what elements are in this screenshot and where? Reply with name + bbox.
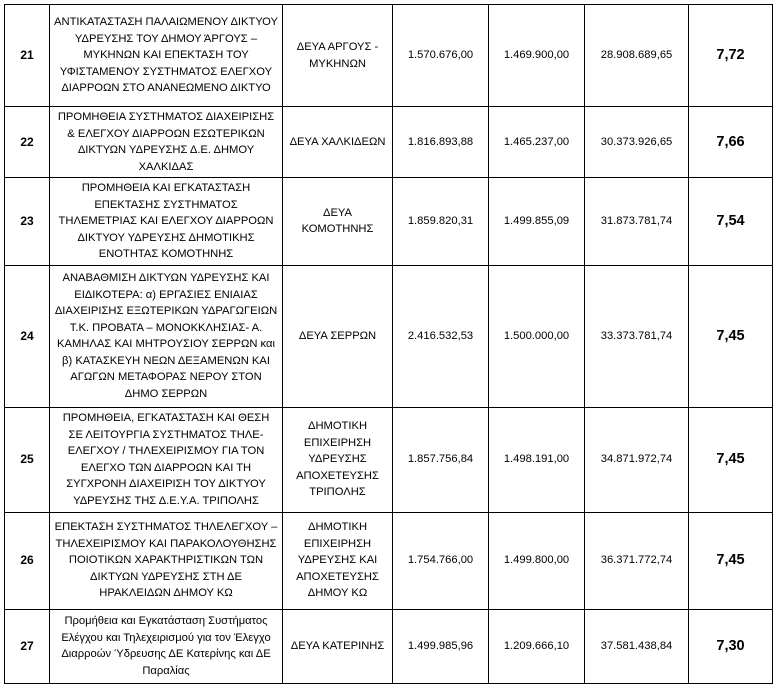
score: 7,54	[689, 178, 773, 266]
table-row	[5, 265, 773, 407]
beneficiary: ΔΕΥΑ ΚΑΤΕΡΙΝΗΣ	[283, 609, 393, 683]
total-budget: 1.859.820,31	[393, 178, 489, 266]
project-title: ΠΡΟΜΗΘΕΙΑ ΣΥΣΤΗΜΑΤΟΣ ΔΙΑΧΕΙΡΙΣΗΣ & ΕΛΕΓΧΟΥ ΔΙΑΡΡΟΩΝ ΕΣΩΤΕΡΙΚΩΝ ΔΙΚΤΥΩΝ ΥΔΡΕΥΣΗΣ Δ.Ε. ΔΗΜΟΥ ΧΑΛΚΙΔΑΣ	[50, 107, 283, 178]
row-number: 25	[5, 407, 50, 512]
project-title: ΑΝΤΙΚΑΤΑΣΤΑΣΗ ΠΑΛΑΙΩΜΕΝΟΥ ΔΙΚΤΥΟΥ ΥΔΡΕΥΣΗΣ ΤΟΥ ΔΗΜΟΥ ΆΡΓΟΥΣ – ΜΥΚΗΝΩΝ ΚΑΙ ΕΠΕΚΤΑΣΗ ΤΟΥ ΥΦΙΣΤΑΜΕΝΟΥ ΣΥΣΤΗΜΑΤΟΣ ΕΛΕΓΧΟΥ ΔΙΑΡΡΟΩΝ ΣΤΟ ΑΝΑΝΕΩΜΕΝΟ ΔΙΚΤΥΟ	[50, 5, 283, 107]
total-budget: 1.857.756,84	[393, 407, 489, 512]
beneficiary: ΔΕΥΑ ΚΟΜΟΤΗΝΗΣ	[283, 178, 393, 266]
score: 7,45	[689, 265, 773, 407]
score: 7,66	[689, 107, 773, 178]
eligible-budget: 1.499.800,00	[489, 512, 585, 609]
eligible-budget: 1.498.191,00	[489, 407, 585, 512]
project-title: ΑΝΑΒΑΘΜΙΣΗ ΔΙΚΤΥΩΝ ΥΔΡΕΥΣΗΣ ΚΑΙ ΕΙΔΙΚΟΤΕΡΑ: α) ΕΡΓΑΣΙΕΣ ΕΝΙΑΙΑΣ ΔΙΑΧΕΙΡΙΣΗΣ ΕΞΩΤΕΡΙΚΩΝ ΥΔΡΑΓΩΓΕΙΩΝ Τ.Κ. ΠΡΟΒΑΤΑ – ΜΟΝΟΚΚΛΗΣΙΑΣ- Α. ΚΑΜΗΛΑΣ ΚΑΙ ΜΗΤΡΟΥΣΙΟΥ ΣΕΡΡΩΝ και β) ΚΑΤΑΣΚΕΥΗ ΝΕΩΝ ΔΕΞΑΜΕΝΩΝ ΚΑΙ ΑΓΩΓΩΝ ΜΕΤΑΦΟΡΑΣ ΝΕΡΟΥ ΣΤΟΝ ΔΗΜΟ ΣΕΡΡΩΝ	[50, 265, 283, 407]
eligible-budget: 1.209.666,10	[489, 609, 585, 683]
total-budget: 1.754.766,00	[393, 512, 489, 609]
table-row	[5, 609, 773, 683]
score: 7,45	[689, 512, 773, 609]
eligible-budget: 1.499.855,09	[489, 178, 585, 266]
table-row	[5, 407, 773, 512]
total-budget: 1.570.676,00	[393, 5, 489, 107]
beneficiary: ΔΕΥΑ ΧΑΛΚΙΔΕΩΝ	[283, 107, 393, 178]
beneficiary: ΔΕΥΑ ΑΡΓΟΥΣ - ΜΥΚΗΝΩΝ	[283, 5, 393, 107]
total-budget: 1.816.893,88	[393, 107, 489, 178]
cumulative-budget: 28.908.689,65	[585, 5, 689, 107]
cumulative-budget: 30.373.926,65	[585, 107, 689, 178]
table-row	[5, 5, 773, 107]
project-title: Προμήθεια και Εγκατάσταση Συστήματος Ελέγχου και Τηλεχειρισμού για τον Έλεγχο Διαρροών Ύδρευσης ΔΕ Κατερίνης και ΔΕ Παραλίας	[50, 609, 283, 683]
project-title: ΠΡΟΜΗΘΕΙΑ ΚΑΙ ΕΓΚΑΤΑΣΤΑΣΗ ΕΠΕΚΤΑΣΗΣ ΣΥΣΤΗΜΑΤΟΣ ΤΗΛΕΜΕΤΡΙΑΣ ΚΑΙ ΕΛΕΓΧΟΥ ΔΙΑΡΡΟΩΝ ΔΙΚΤΥΟΥ ΥΔΡΕΥΣΗΣ ΔΗΜΟΤΙΚΗΣ ΕΝΟΤΗΤΑΣ ΚΟΜΟΤΗΝΗΣ	[50, 178, 283, 266]
table-row	[5, 512, 773, 609]
cumulative-budget: 31.873.781,74	[585, 178, 689, 266]
cumulative-budget: 37.581.438,84	[585, 609, 689, 683]
cumulative-budget: 36.371.772,74	[585, 512, 689, 609]
row-number: 27	[5, 609, 50, 683]
project-title: ΠΡΟΜΗΘΕΙΑ, ΕΓΚΑΤΑΣΤΑΣΗ ΚΑΙ ΘΕΣΗ ΣΕ ΛΕΙΤΟΥΡΓΙΑ ΣΥΣΤΗΜΑΤΟΣ ΤΗΛΕ-ΕΛΕΓΧΟΥ / ΤΗΛΕΧΕΙΡΙΣΜΟΥ ΓΙΑ ΤΟΝ ΕΛΕΓΧΟ ΤΩΝ ΔΙΑΡΡΟΩΝ ΚΑΙ ΤΗ ΣΥΓΧΡΟΝΗ ΔΙΑΧΕΙΡΙΣΗ ΤΟΥ ΔΙΚΤΥΟΥ ΥΔΡΕΥΣΗΣ ΤΗΣ Δ.Ε.Υ.Α. ΤΡΙΠΟΛΗΣ	[50, 407, 283, 512]
eligible-budget: 1.469.900,00	[489, 5, 585, 107]
score: 7,30	[689, 609, 773, 683]
table-row	[5, 107, 773, 178]
row-number: 26	[5, 512, 50, 609]
project-title: ΕΠΕΚΤΑΣΗ ΣΥΣΤΗΜΑΤΟΣ ΤΗΛΕΛΕΓΧΟΥ – ΤΗΛΕΧΕΙΡΙΣΜΟΥ ΚΑΙ ΠΑΡΑΚΟΛΟΥΘΗΣΗΣ ΠΟΙΟΤΙΚΩΝ ΧΑΡΑΚΤΗΡΙΣΤΙΚΩΝ ΤΩΝ ΔΙΚΤΥΩΝ ΥΔΡΕΥΣΗΣ ΣΤΗ ΔΕ ΗΡΑΚΛΕΙΔΩΝ ΔΗΜΟΥ ΚΩ	[50, 512, 283, 609]
row-number: 23	[5, 178, 50, 266]
total-budget: 2.416.532,53	[393, 265, 489, 407]
row-number: 21	[5, 5, 50, 107]
cumulative-budget: 34.871.972,74	[585, 407, 689, 512]
cumulative-budget: 33.373.781,74	[585, 265, 689, 407]
score: 7,45	[689, 407, 773, 512]
beneficiary: ΔΗΜΟΤΙΚΗ ΕΠΙΧΕΙΡΗΣΗ ΥΔΡΕΥΣΗΣ ΚΑΙ ΑΠΟΧΕΤΕΥΣΗΣ ΔΗΜΟΥ ΚΩ	[283, 512, 393, 609]
beneficiary: ΔΕΥΑ ΣΕΡΡΩΝ	[283, 265, 393, 407]
row-number: 24	[5, 265, 50, 407]
row-number: 22	[5, 107, 50, 178]
total-budget: 1.499.985,96	[393, 609, 489, 683]
eligible-budget: 1.465.237,00	[489, 107, 585, 178]
eligible-budget: 1.500.000,00	[489, 265, 585, 407]
table-row	[5, 178, 773, 266]
projects-table	[4, 4, 773, 684]
score: 7,72	[689, 5, 773, 107]
beneficiary: ΔΗΜΟΤΙΚΗ ΕΠΙΧΕΙΡΗΣΗ ΥΔΡΕΥΣΗΣ ΑΠΟΧΕΤΕΥΣΗΣ ΤΡΙΠΟΛΗΣ	[283, 407, 393, 512]
